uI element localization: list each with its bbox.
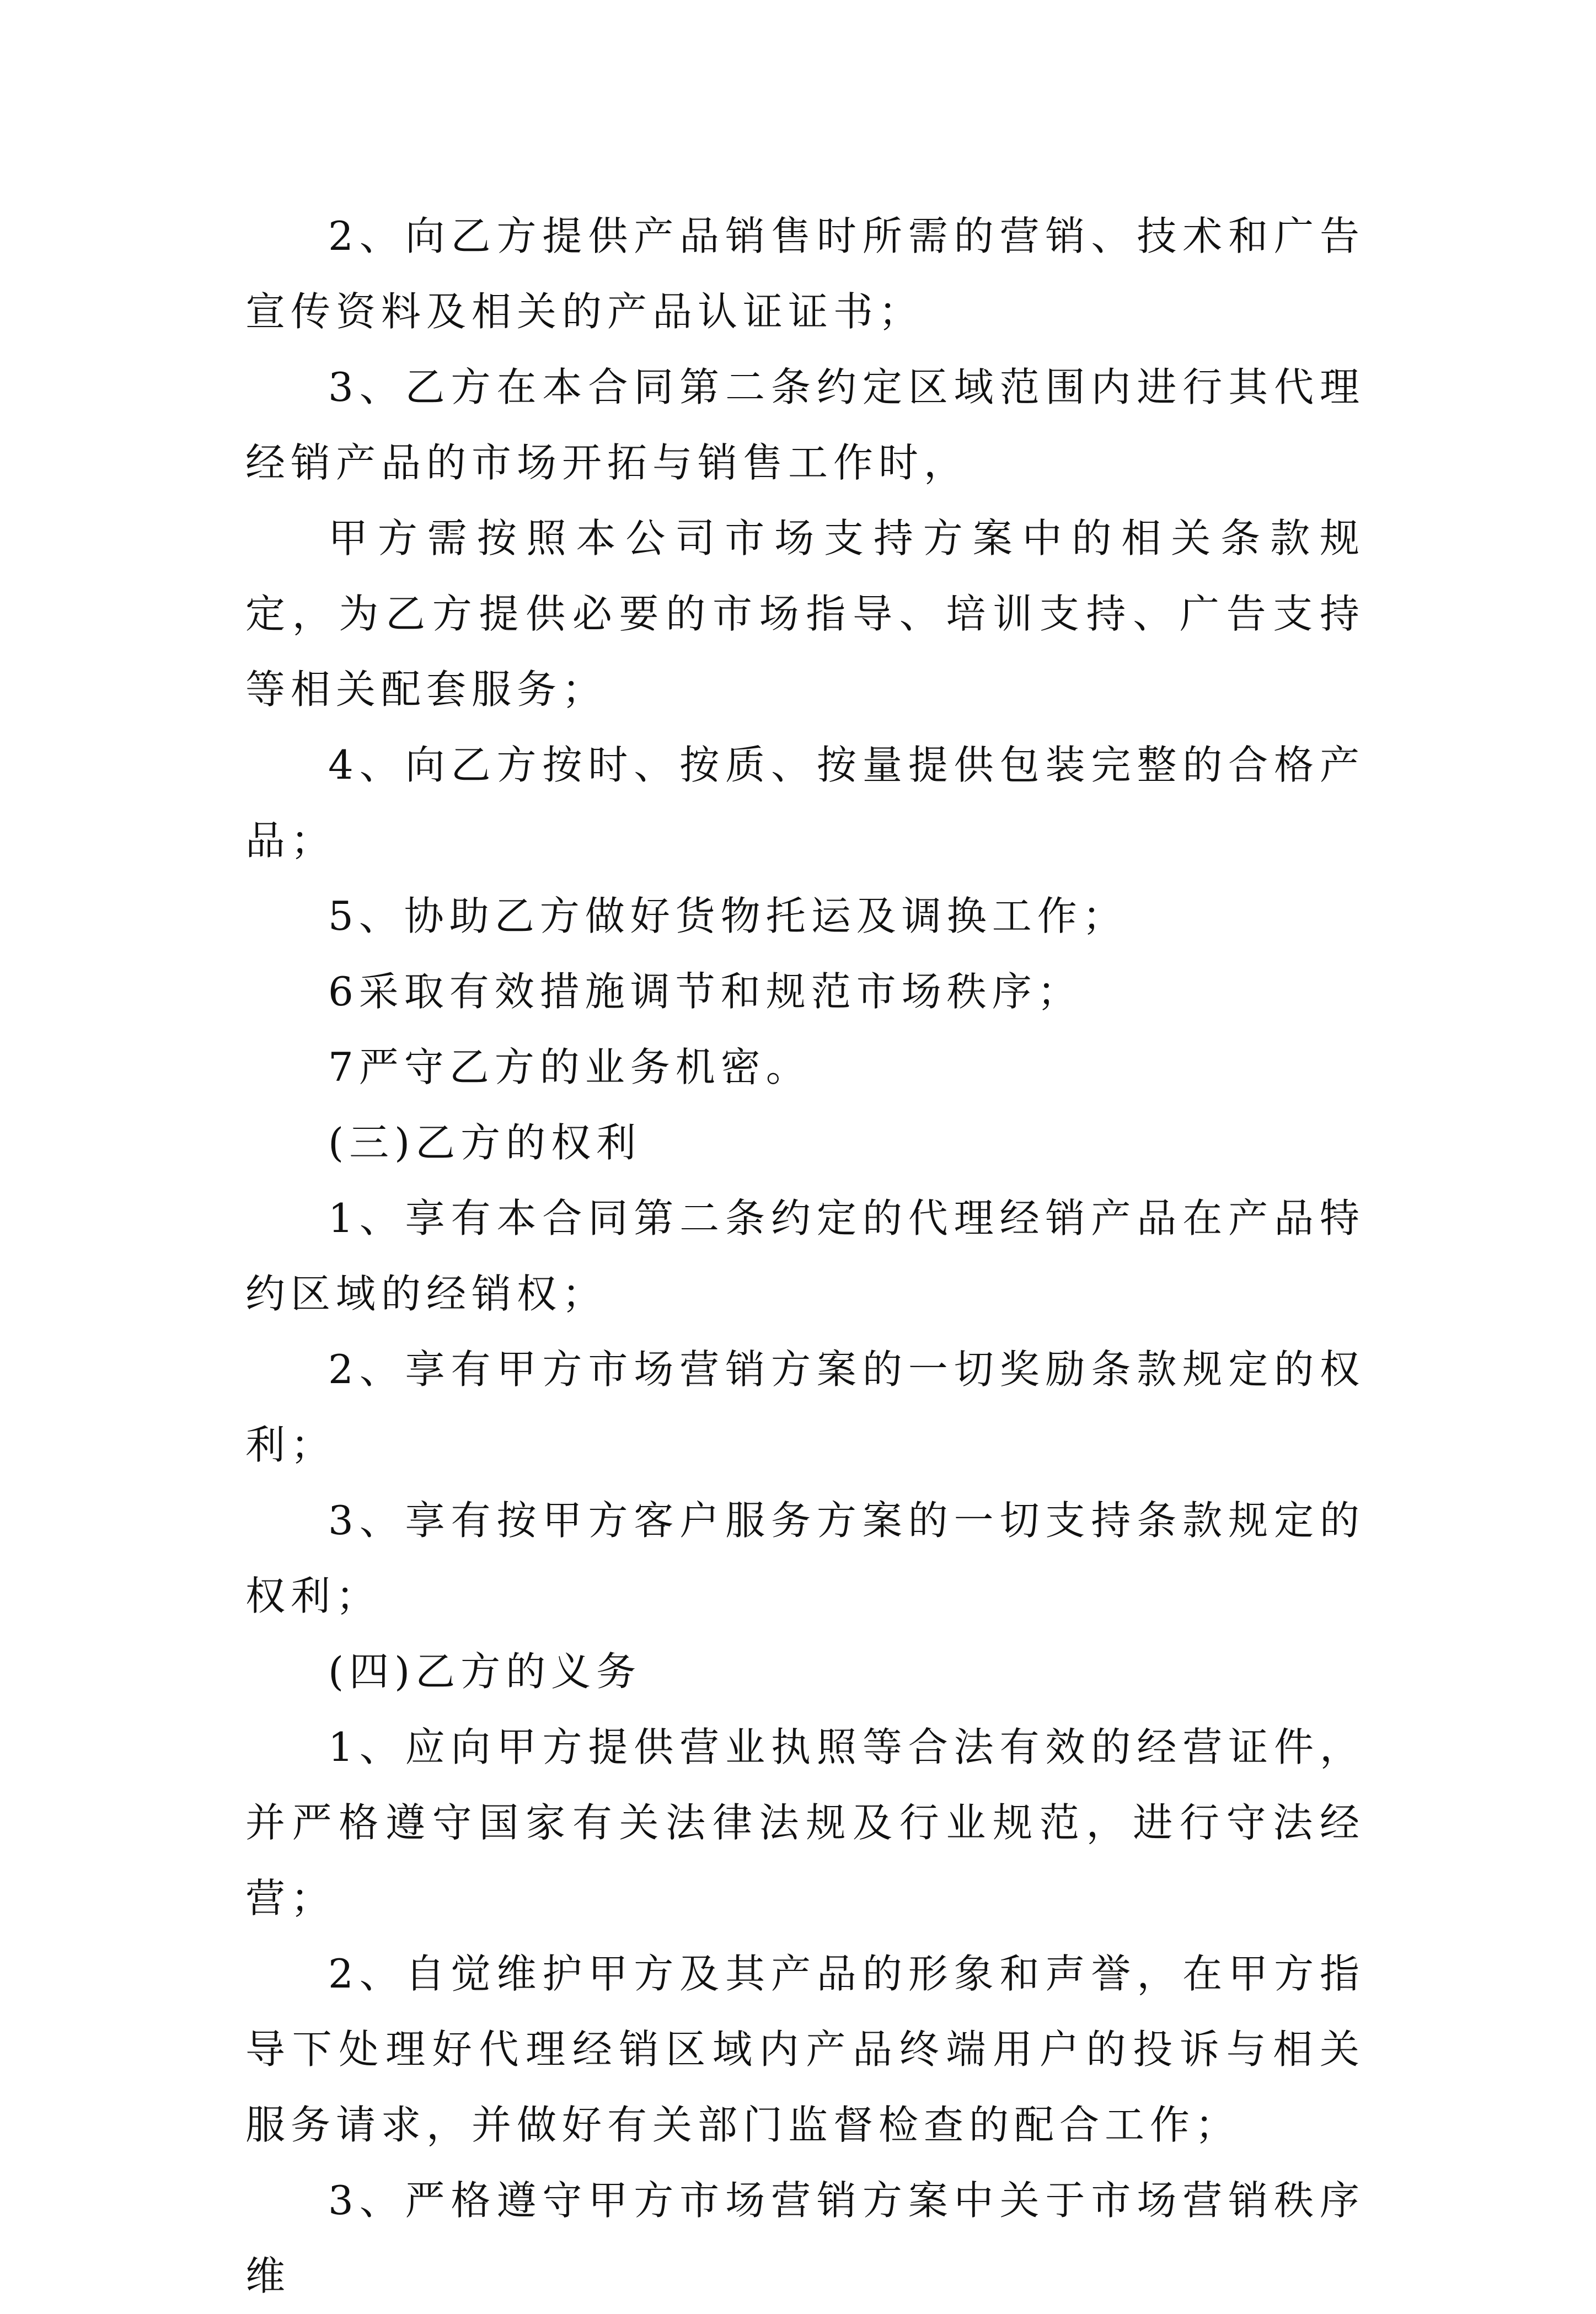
paragraph-duty-3: 3、严格遵守甲方市场营销方案中关于市场营销秩序维 <box>245 2177 1365 2299</box>
paragraph-obligation-2: 2、向乙方提供产品销售时所需的营销、技术和广告宣传资料及相关的产品认证证书； <box>245 213 1365 335</box>
paragraph-obligation-3: 3、乙方在本合同第二条约定区域范围内进行其代理经销产品的市场开拓与销售工作时， <box>245 364 1365 486</box>
section-heading-duties: (四)乙方的义务 <box>328 1648 642 1695</box>
paragraph-obligation-4: 4、向乙方按时、按质、按量提供包装完整的合格产品； <box>245 742 1365 864</box>
section-heading-rights: (三)乙方的权利 <box>328 1119 642 1166</box>
paragraph-right-3: 3、享有按甲方客户服务方案的一切支持条款规定的权利； <box>245 1497 1365 1619</box>
paragraph-duty-1: 1、应向甲方提供营业执照等合法有效的经营证件，并严格遵守国家有关法律法规及行业规范，进行守法经营； <box>245 1724 1365 1921</box>
paragraph-obligation-6: 6采取有效措施调节和规范市场秩序； <box>328 968 1083 1015</box>
paragraph-duty-2: 2、自觉维护甲方及其产品的形象和声誉，在甲方指导下处理好代理经销区域内产品终端用户的投诉与相关服务请求，并做好有关部门监督检查的配合工作； <box>245 1951 1365 2148</box>
paragraph-market-support: 甲方需按照本公司市场支持方案中的相关条款规定，为乙方提供必要的市场指导、培训支持、广告支持等相关配套服务； <box>245 515 1365 713</box>
paragraph-right-1: 1、享有本合同第二条约定的代理经销产品在产品特约区域的经销权； <box>245 1195 1365 1317</box>
paragraph-obligation-5: 5、协助乙方做好货物托运及调换工作； <box>328 893 1128 939</box>
paragraph-obligation-7: 7严守乙方的业务机密。 <box>328 1044 811 1090</box>
paragraph-right-2: 2、享有甲方市场营销方案的一切奖励条款规定的权利； <box>245 1346 1365 1468</box>
document-body <box>245 199 1365 2314</box>
